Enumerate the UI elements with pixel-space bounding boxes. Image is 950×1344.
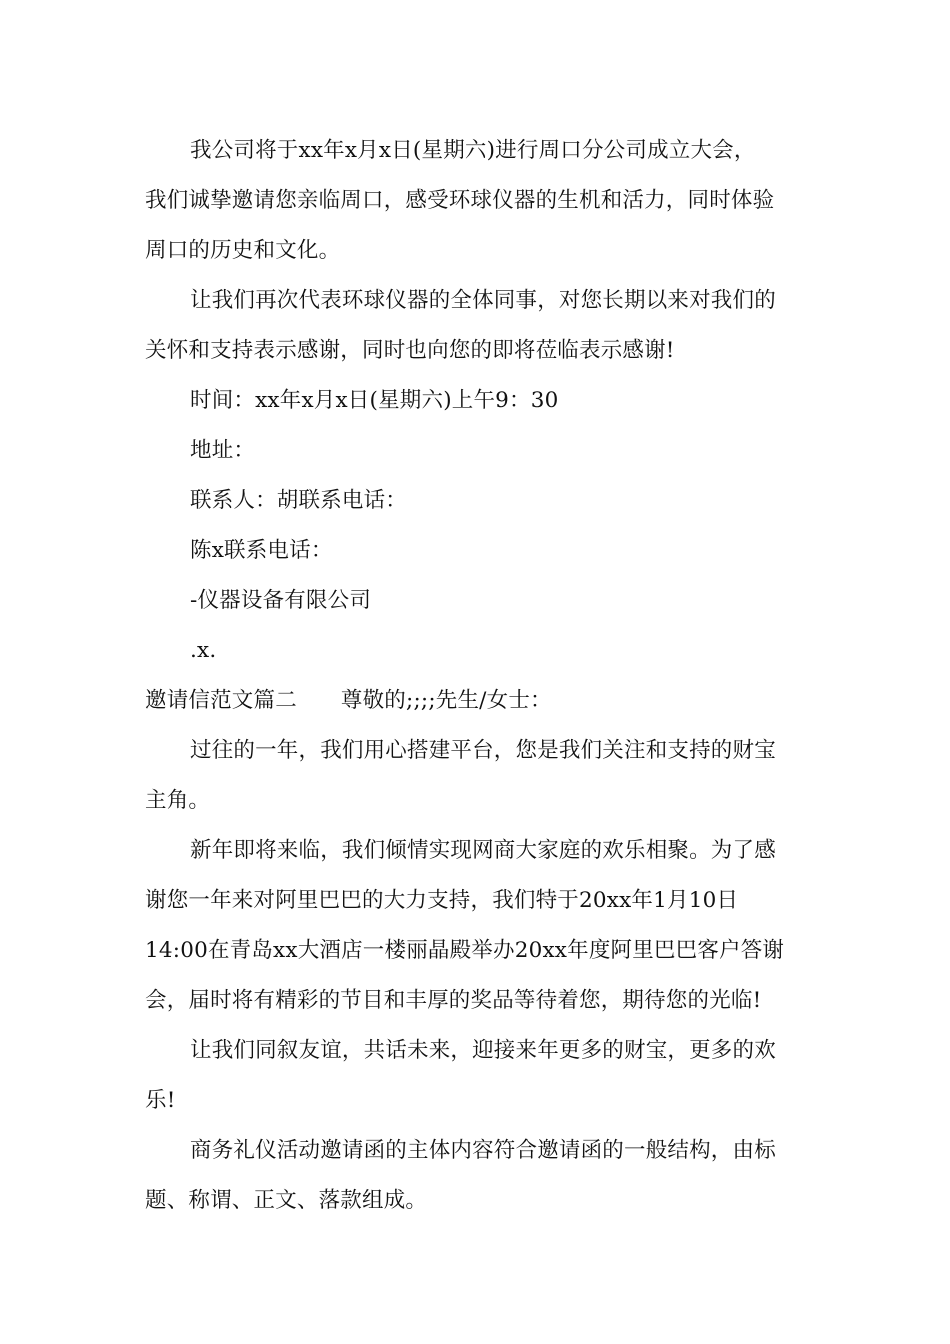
- time-line: 时间：xx年x月x日(星期六)上午9：30: [190, 388, 559, 413]
- paragraph-line: 我公司将于xx年x月x日(星期六)进行周口分公司成立大会，: [190, 138, 756, 163]
- address-line: 地址：: [190, 438, 256, 463]
- section-heading-row: [145, 681, 552, 721]
- paragraph-line: 我们诚挚邀请您亲临周口，感受环球仪器的生机和活力，同时体验: [145, 188, 775, 213]
- company-signature: -仪器设备有限公司: [190, 588, 372, 613]
- contact-line: 陈x联系电话：: [190, 538, 333, 563]
- paragraph-line: 让我们再次代表环球仪器的全体同事，对您长期以来对我们的: [190, 288, 776, 313]
- paragraph-line: 商务礼仪活动邀请函的主体内容符合邀请函的一般结构，由标: [190, 1138, 776, 1163]
- paragraph-line: 乐!: [145, 1088, 176, 1113]
- contact-line: 联系人：胡联系电话：: [190, 488, 408, 513]
- paragraph-line: 题、称谓、正文、落款组成。: [145, 1188, 428, 1213]
- paragraph-line: 会，届时将有精彩的节目和丰厚的奖品等待着您，期待您的光临!: [145, 988, 762, 1013]
- section-heading: 邀请信范文篇二: [145, 688, 297, 713]
- paragraph-line: 14:00在青岛xx大酒店一楼丽晶殿举办20xx年度阿里巴巴客户答谢: [145, 938, 785, 963]
- paragraph-line: 周口的历史和文化。: [145, 238, 341, 263]
- paragraph-line: 谢您一年来对阿里巴巴的大力支持，我们特于20xx年1月10日: [145, 888, 739, 913]
- paragraph-line: 新年即将来临，我们倾情实现网商大家庭的欢乐相聚。为了感: [190, 838, 776, 863]
- paragraph-line: 让我们同叙友谊，共话未来，迎接来年更多的财宝，更多的欢: [190, 1038, 776, 1063]
- paragraph-line: 主角。: [145, 788, 211, 813]
- date-line: .x.: [190, 638, 217, 663]
- paragraph-line: 过往的一年，我们用心搭建平台，您是我们关注和支持的财宝: [190, 738, 776, 763]
- salutation: 尊敬的;;;;先生/女士：: [340, 688, 552, 713]
- paragraph-line: 关怀和支持表示感谢，同时也向您的即将莅临表示感谢!: [145, 338, 675, 363]
